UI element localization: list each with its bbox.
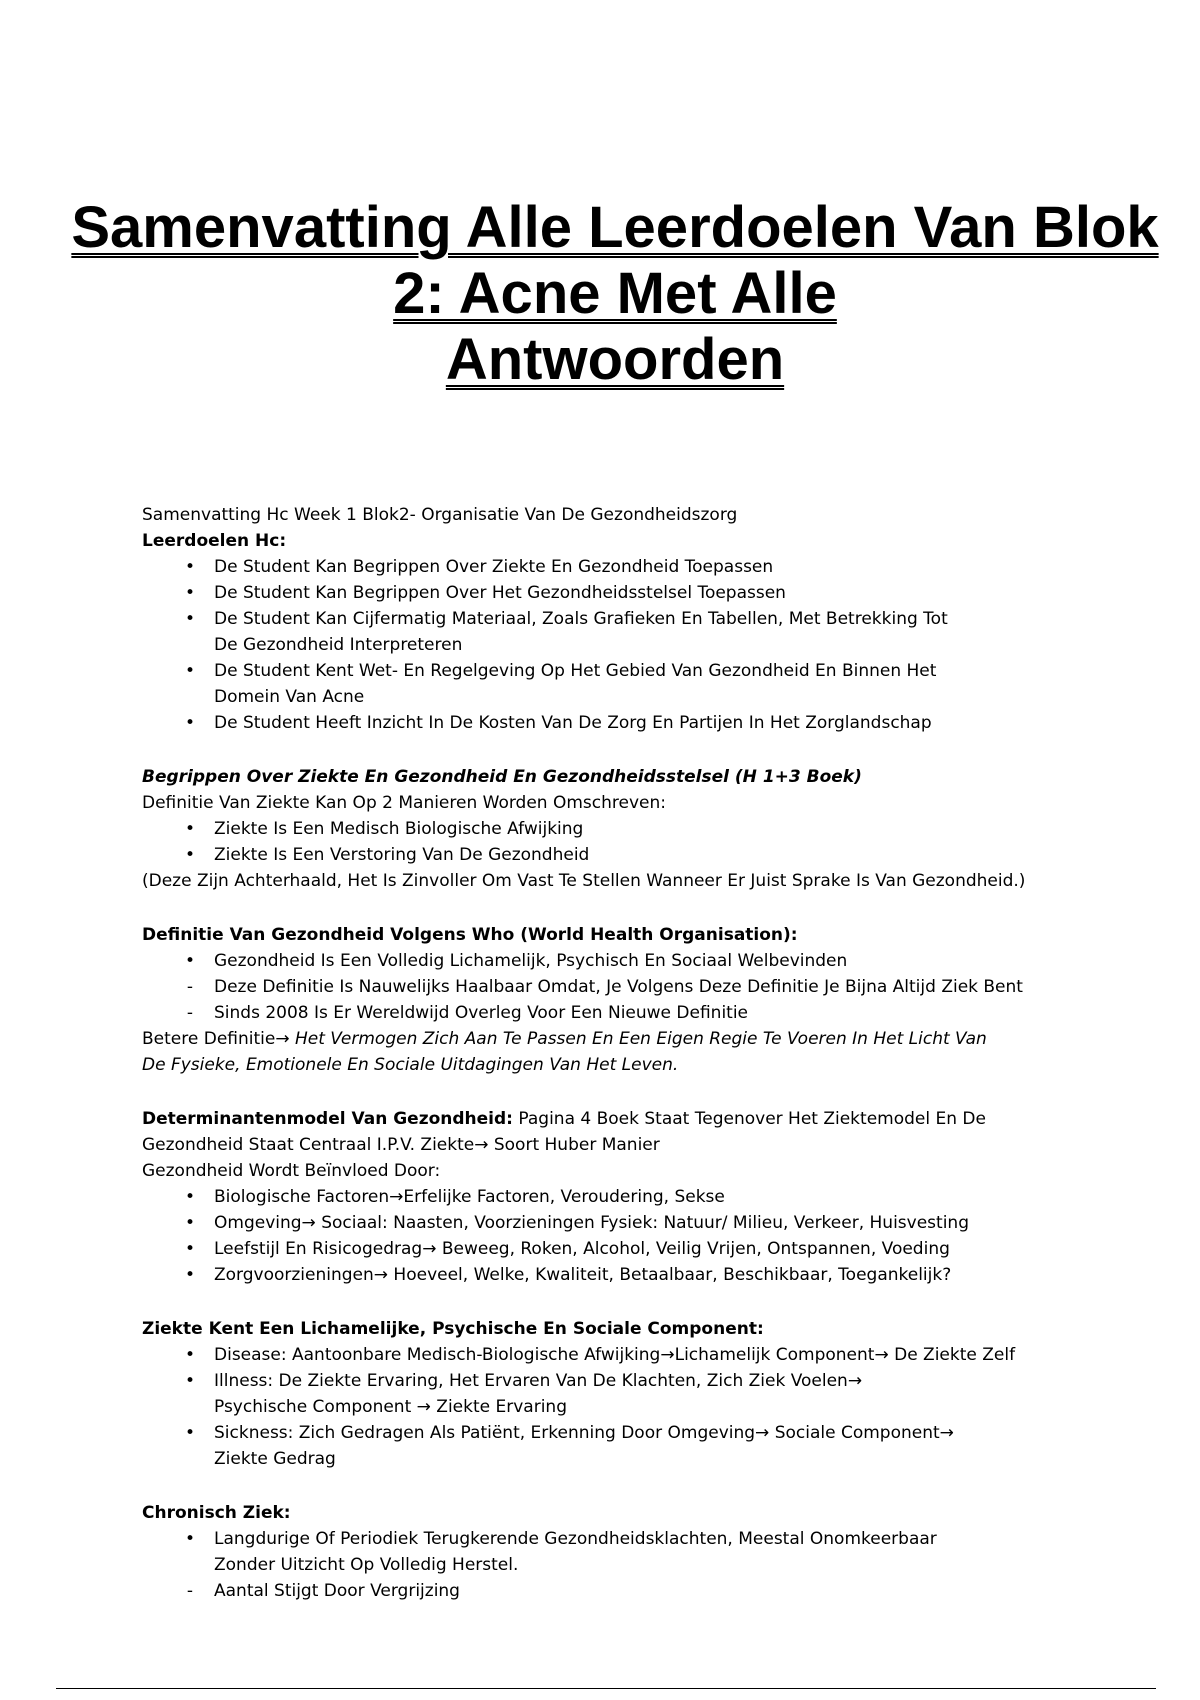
list-item: • De Student Kan Cijfermatig Materiaal, Zoals Grafieken En Tabellen, Met Betrekking Tot De Gezondheid Interpreteren [142,606,1152,658]
bullet-marker: • [184,951,196,971]
list-item: • Ziekte Is Een Verstoring Van De Gezondheid [142,842,1152,868]
list-item: • Disease: Aantoonbare Medisch-Biologische Afwijking→Lichamelijk Component→ De Ziekte Zelf [142,1342,1152,1368]
dash-marker: - [186,977,194,997]
list-item: • Sickness: Zich Gedragen Als Patiënt, Erkenning Door Omgeving→ Sociale Component→ Ziekte Gedrag [142,1420,1152,1472]
list-item: • Biologische Factoren→Erfelijke Factoren, Veroudering, Sekse [142,1184,1152,1210]
list-item: • De Student Kan Begrippen Over Het Gezondheidsstelsel Toepassen [142,580,1152,606]
bullet-marker: • [184,845,196,865]
list-item: • De Student Heeft Inzicht In De Kosten Van De Zorg En Partijen In Het Zorglandschap [142,710,1152,736]
list-item: • De Student Kent Wet- En Regelgeving Op Het Gebied Van Gezondheid En Binnen Het Domein Van Acne [142,658,1152,710]
bullet-marker: • [184,583,196,603]
determinanten-line-2: Gezondheid Staat Centraal I.P.V. Ziekte→ Soort Huber Manier [142,1135,660,1155]
section-heading-week: Samenvatting Hc Week 1 Blok2- Organisatie Van De Gezondheidszorg [142,505,738,525]
bullet-marker: • [184,609,196,629]
document-title [40,195,1190,393]
list-item: - Deze Definitie Is Nauwelijks Haalbaar Omdat, Je Volgens Deze Definitie Je Bijna Altijd Ziek Bent [142,974,1152,1000]
bullet-marker: • [184,1239,196,1259]
determinanten-line-3: Gezondheid Wordt Beïnvloed Door: [142,1161,441,1181]
bullet-marker: • [184,1265,196,1285]
list-item: - Sinds 2008 Is Er Wereldwijd Overleg Voor Een Nieuwe Definitie [142,1000,1152,1026]
bullet-marker: • [184,1529,196,1549]
list-item: • Langdurige Of Periodiek Terugkerende Gezondheidsklachten, Meestal Onomkeerbaar Zonder Uitzicht Op Volledig Herstel. [142,1526,1152,1578]
begrippen-note: (Deze Zijn Achterhaald, Het Is Zinvoller Om Vast Te Stellen Wanneer Er Juist Sprake Is Van Gezondheid.) [142,871,1026,891]
better-definition-label: Betere Definitie→ [142,1029,290,1049]
dash-marker: - [186,1003,194,1023]
determinanten-paragraph: Determinantenmodel Van Gezondheid: Pagina 4 Boek Staat Tegenover Het Ziektemodel En De [142,1109,986,1129]
list-item: • Leefstijl En Risicogedrag→ Beweeg, Roken, Alcohol, Veilig Vrijen, Ontspannen, Voeding [142,1236,1152,1262]
list-item: • De Student Kan Begrippen Over Ziekte En Gezondheid Toepassen [142,554,1152,580]
list-item: - Aantal Stijgt Door Vergrijzing [142,1578,1152,1604]
list-item: • Illness: De Ziekte Ervaring, Het Ervaren Van De Klachten, Zich Ziek Voelen→ Psychische Component → Ziekte Ervaring [142,1368,1152,1420]
bullet-marker: • [184,661,196,681]
bullet-marker: • [184,713,196,733]
who-heading: Definitie Van Gezondheid Volgens Who (World Health Organisation): [142,925,798,945]
better-definition: Betere Definitie→ Het Vermogen Zich Aan Te Passen En Een Eigen Regie Te Voeren In Het Licht Van [142,1029,987,1049]
learning-goals-list [142,554,1152,736]
begrippen-heading: Begrippen Over Ziekte En Gezondheid En Gezondheidsstelsel (H 1+3 Boek) [142,767,862,787]
learning-goals-heading: Leerdoelen Hc: [142,531,287,551]
page-bottom-rule [56,1688,1156,1689]
dash-marker: - [186,1581,194,1601]
list-item: • Gezondheid Is Een Volledig Lichamelijk, Psychisch En Sociaal Welbevinden [142,948,1152,974]
bullet-marker: • [184,1187,196,1207]
title-line-2: 2: Acne Met Alle [393,261,837,326]
bullet-marker: • [184,1423,196,1443]
list-item: • Ziekte Is Een Medisch Biologische Afwijking [142,816,1152,842]
list-item: • Zorgvoorzieningen→ Hoeveel, Welke, Kwaliteit, Betaalbaar, Beschikbaar, Toegankelijk? [142,1262,1152,1288]
bullet-marker: • [184,557,196,577]
document-body [142,502,1152,1604]
bullet-marker: • [184,1213,196,1233]
bullet-marker: • [184,819,196,839]
bullet-marker: • [184,1345,196,1365]
componenten-heading: Ziekte Kent Een Lichamelijke, Psychische En Sociale Component: [142,1319,764,1339]
bullet-marker: • [184,1371,196,1391]
title-line-1: Samenvatting Alle Leerdoelen Van Blok [71,195,1159,260]
title-line-3: Antwoorden [445,327,785,392]
chronisch-heading: Chronisch Ziek: [142,1503,291,1523]
begrippen-intro: Definitie Van Ziekte Kan Op 2 Manieren Worden Omschreven: [142,793,666,813]
determinanten-label: Determinantenmodel Van Gezondheid: [142,1109,513,1129]
better-definition-cont: De Fysieke, Emotionele En Sociale Uitdagingen Van Het Leven. [142,1055,679,1075]
list-item: • Omgeving→ Sociaal: Naasten, Voorzieningen Fysiek: Natuur/ Milieu, Verkeer, Huisvesting [142,1210,1152,1236]
